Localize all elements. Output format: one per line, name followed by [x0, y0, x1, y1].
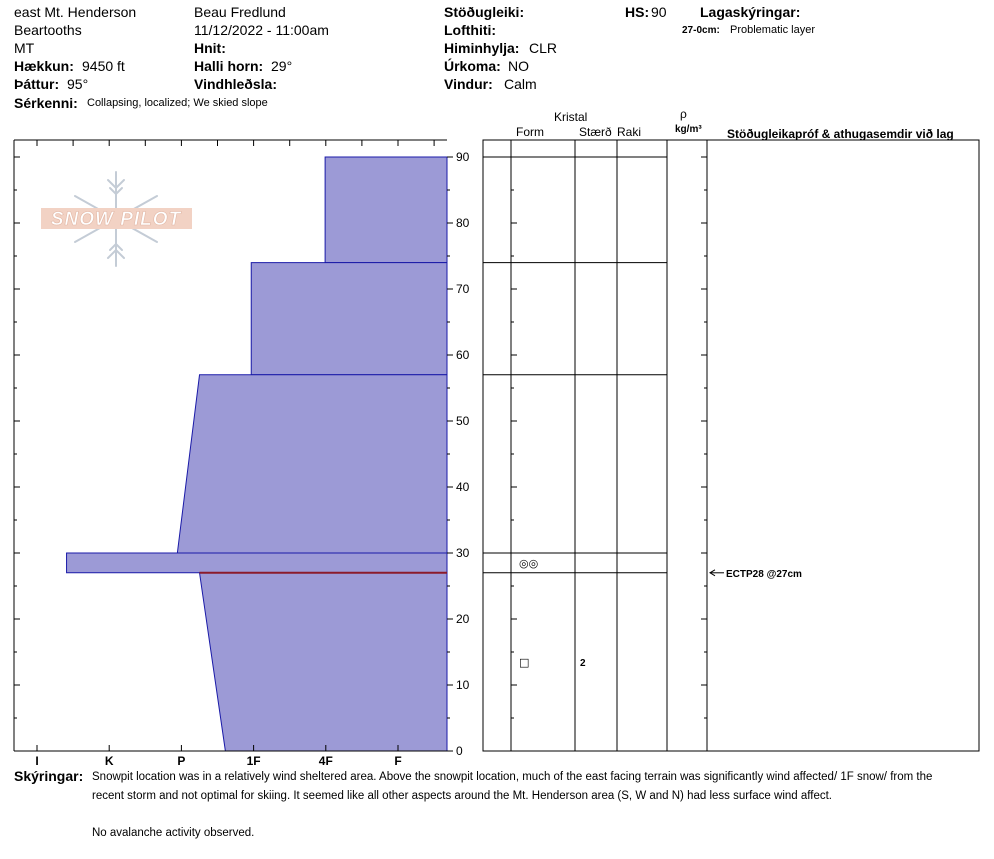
aspect-label: Þáttur: [14, 76, 60, 92]
wind-loading-label: Vindhleðsla: [194, 76, 277, 92]
features-label: Sérkenni: [14, 95, 78, 111]
layer-table-frame [483, 140, 979, 751]
moisture-header: Raki [617, 125, 642, 139]
tests-header: Stöðugleikapróf & athugasemdir við lag [727, 127, 954, 141]
comments-label: Skýringar: [14, 768, 84, 784]
form-header: Form [516, 125, 544, 139]
hardness-bar [200, 573, 447, 751]
sky-value: CLR [529, 40, 558, 56]
hardness-bar [325, 157, 447, 263]
elevation-label: Hækkun: [14, 58, 74, 74]
hs-label: HS: [625, 4, 650, 20]
hardness-bar [177, 375, 447, 553]
y-tick-label: 70 [456, 282, 470, 296]
y-tick-label: 30 [456, 546, 470, 560]
datetime: 11/12/2022 - 11:00am [194, 22, 329, 38]
x-tick-label: 1F [246, 754, 261, 768]
logo-text: SNOW PILOT [50, 209, 182, 230]
slope-value: 29° [271, 58, 293, 74]
aspect-value: 95° [67, 76, 89, 92]
precip-label: Úrkoma: [444, 58, 501, 74]
y-tick-label: 60 [456, 348, 470, 362]
x-tick-label: 4F [318, 754, 333, 768]
layer-note-text: Problematic layer [730, 24, 815, 36]
x-tick-label: K [104, 754, 114, 768]
hardness-bar [251, 263, 447, 375]
stability-label: Stöðugleiki: [444, 4, 525, 20]
comment-line: Snowpit location was in a relatively wind sheltered area. Above the snowpit location, much of the east facing terrain was significantly wind affected/ 1F snow/ from the [92, 771, 933, 783]
wind-value: Calm [504, 76, 537, 92]
comment-line: No avalanche activity observed. [92, 827, 255, 839]
comments-body [92, 768, 990, 843]
slope-label: Halli horn: [194, 58, 264, 74]
y-tick-label: 50 [456, 414, 470, 428]
x-tick-label: P [177, 754, 186, 768]
stability-test-label: ECTP28 @27cm [726, 568, 802, 580]
stability-test-arrow [710, 570, 724, 576]
features-value: Collapsing, localized; We skied slope [87, 97, 268, 109]
y-tick-label: 0 [456, 744, 463, 758]
hs-value: 90 [651, 4, 667, 20]
grain-size-value: 2 [580, 657, 586, 669]
grain-form-symbol: □ [519, 655, 530, 669]
precip-value: NO [508, 58, 529, 74]
y-tick-label: 80 [456, 216, 470, 230]
location: east Mt. Henderson [14, 4, 137, 20]
crystal-header: Kristal [554, 110, 588, 124]
wind-label: Vindur: [444, 76, 493, 92]
coords-label: Hnit: [194, 40, 226, 56]
layer-note-depth: 27-0cm: [682, 25, 720, 36]
density-unit-header: kg/m³ [675, 124, 702, 135]
layer-notes-label: Lagaskýringar: [700, 4, 801, 20]
grain-form-symbol: ◎◎ [519, 556, 539, 570]
size-header: Stærð [579, 125, 612, 139]
y-tick-label: 20 [456, 612, 470, 626]
comment-line: recent storm and not optimal for skiing. It seemed like all other aspects around the Mt. Henderson area (S, W and N) had less surface wind affect. [92, 790, 832, 802]
air-temp-label: Lofthiti: [444, 22, 497, 38]
y-tick-label: 90 [456, 150, 470, 164]
hardness-bar [67, 553, 447, 573]
y-tick-label: 40 [456, 480, 470, 494]
y-tick-label: 10 [456, 678, 470, 692]
elevation-value: 9450 ft [82, 58, 125, 74]
range: Beartooths [14, 22, 82, 38]
sky-label: Himinhylja: [444, 40, 520, 56]
rho-header: ρ [680, 107, 687, 121]
x-tick-label: I [35, 754, 39, 768]
state: MT [14, 40, 35, 56]
observer: Beau Fredlund [194, 4, 286, 20]
x-tick-label: F [394, 754, 402, 768]
